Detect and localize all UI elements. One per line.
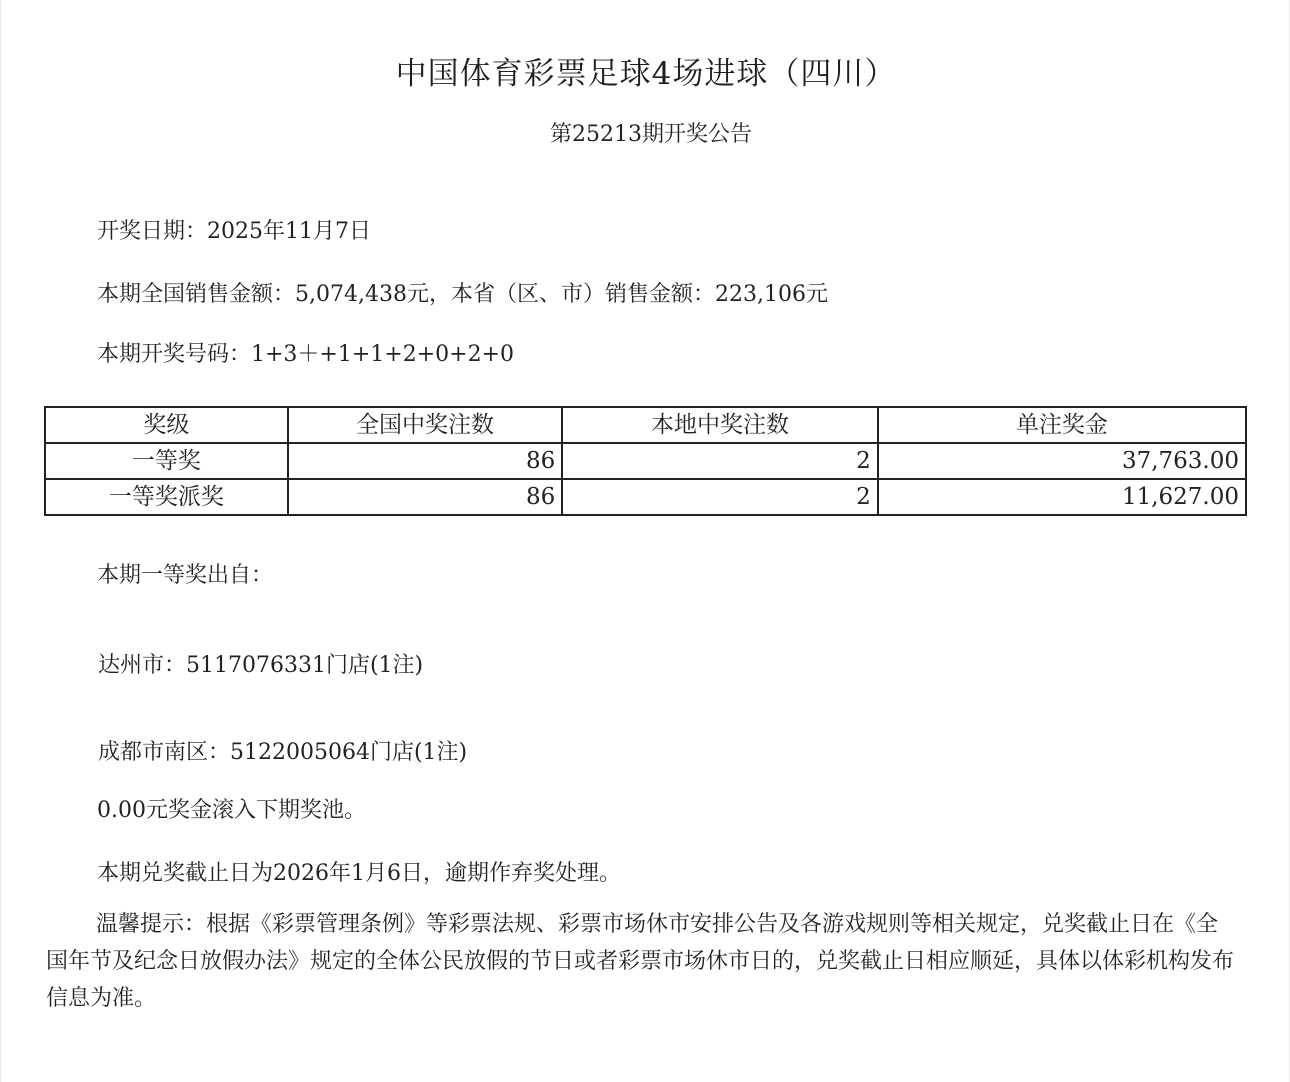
header-prize-level: 奖级 (45, 407, 288, 443)
cell-national-winners: 86 (288, 479, 563, 515)
cell-prize-amount: 11,627.00 (878, 479, 1246, 515)
prize-table (44, 406, 1247, 516)
cell-prize-level: 一等奖 (45, 443, 288, 479)
table-row (45, 479, 1246, 515)
winning-numbers: 本期开奖号码：1+3＋+1+1+2+0+2+0 (97, 342, 515, 367)
cell-local-winners: 2 (562, 443, 877, 479)
claim-deadline: 本期兑奖截止日为2026年1月6日，逾期作弃奖处理。 (97, 861, 621, 886)
issue-subtitle: 第25213期开奖公告 (550, 122, 752, 147)
sales-amount: 本期全国销售金额：5,074,438元，本省（区、市）销售金额：223,106元 (97, 282, 828, 307)
cell-prize-amount: 37,763.00 (878, 443, 1246, 479)
header-prize-amount: 单注奖金 (878, 407, 1246, 443)
page-title: 中国体育彩票足球4场进球（四川） (395, 56, 897, 92)
draw-date: 开奖日期：2025年11月7日 (97, 219, 371, 244)
winner-location: 成都市南区：5122005064门店(1注) (98, 740, 468, 765)
rollover-note: 0.00元奖金滚入下期奖池。 (97, 798, 366, 823)
header-local-winners: 本地中奖注数 (562, 407, 877, 443)
cell-national-winners: 86 (288, 443, 563, 479)
reminder-paragraph: 温馨提示：根据《彩票管理条例》等彩票法规、彩票市场休市安排公告及各游戏规则等相关规定，兑奖截止日在《全国年节及纪念日放假办法》规定的全体公民放假的节日或者彩票市场休市日的，兑奖截止日相应顺延，具体以体彩机构发布信息为准。 (46, 912, 1235, 1011)
table-header-row (45, 407, 1246, 443)
winner-location: 达州市：5117076331门店(1注) (98, 653, 424, 678)
table-row (45, 443, 1246, 479)
header-national-winners: 全国中奖注数 (288, 407, 563, 443)
winners-intro: 本期一等奖出自： (97, 563, 274, 588)
cell-prize-level: 一等奖派奖 (45, 479, 288, 515)
cell-local-winners: 2 (562, 479, 877, 515)
